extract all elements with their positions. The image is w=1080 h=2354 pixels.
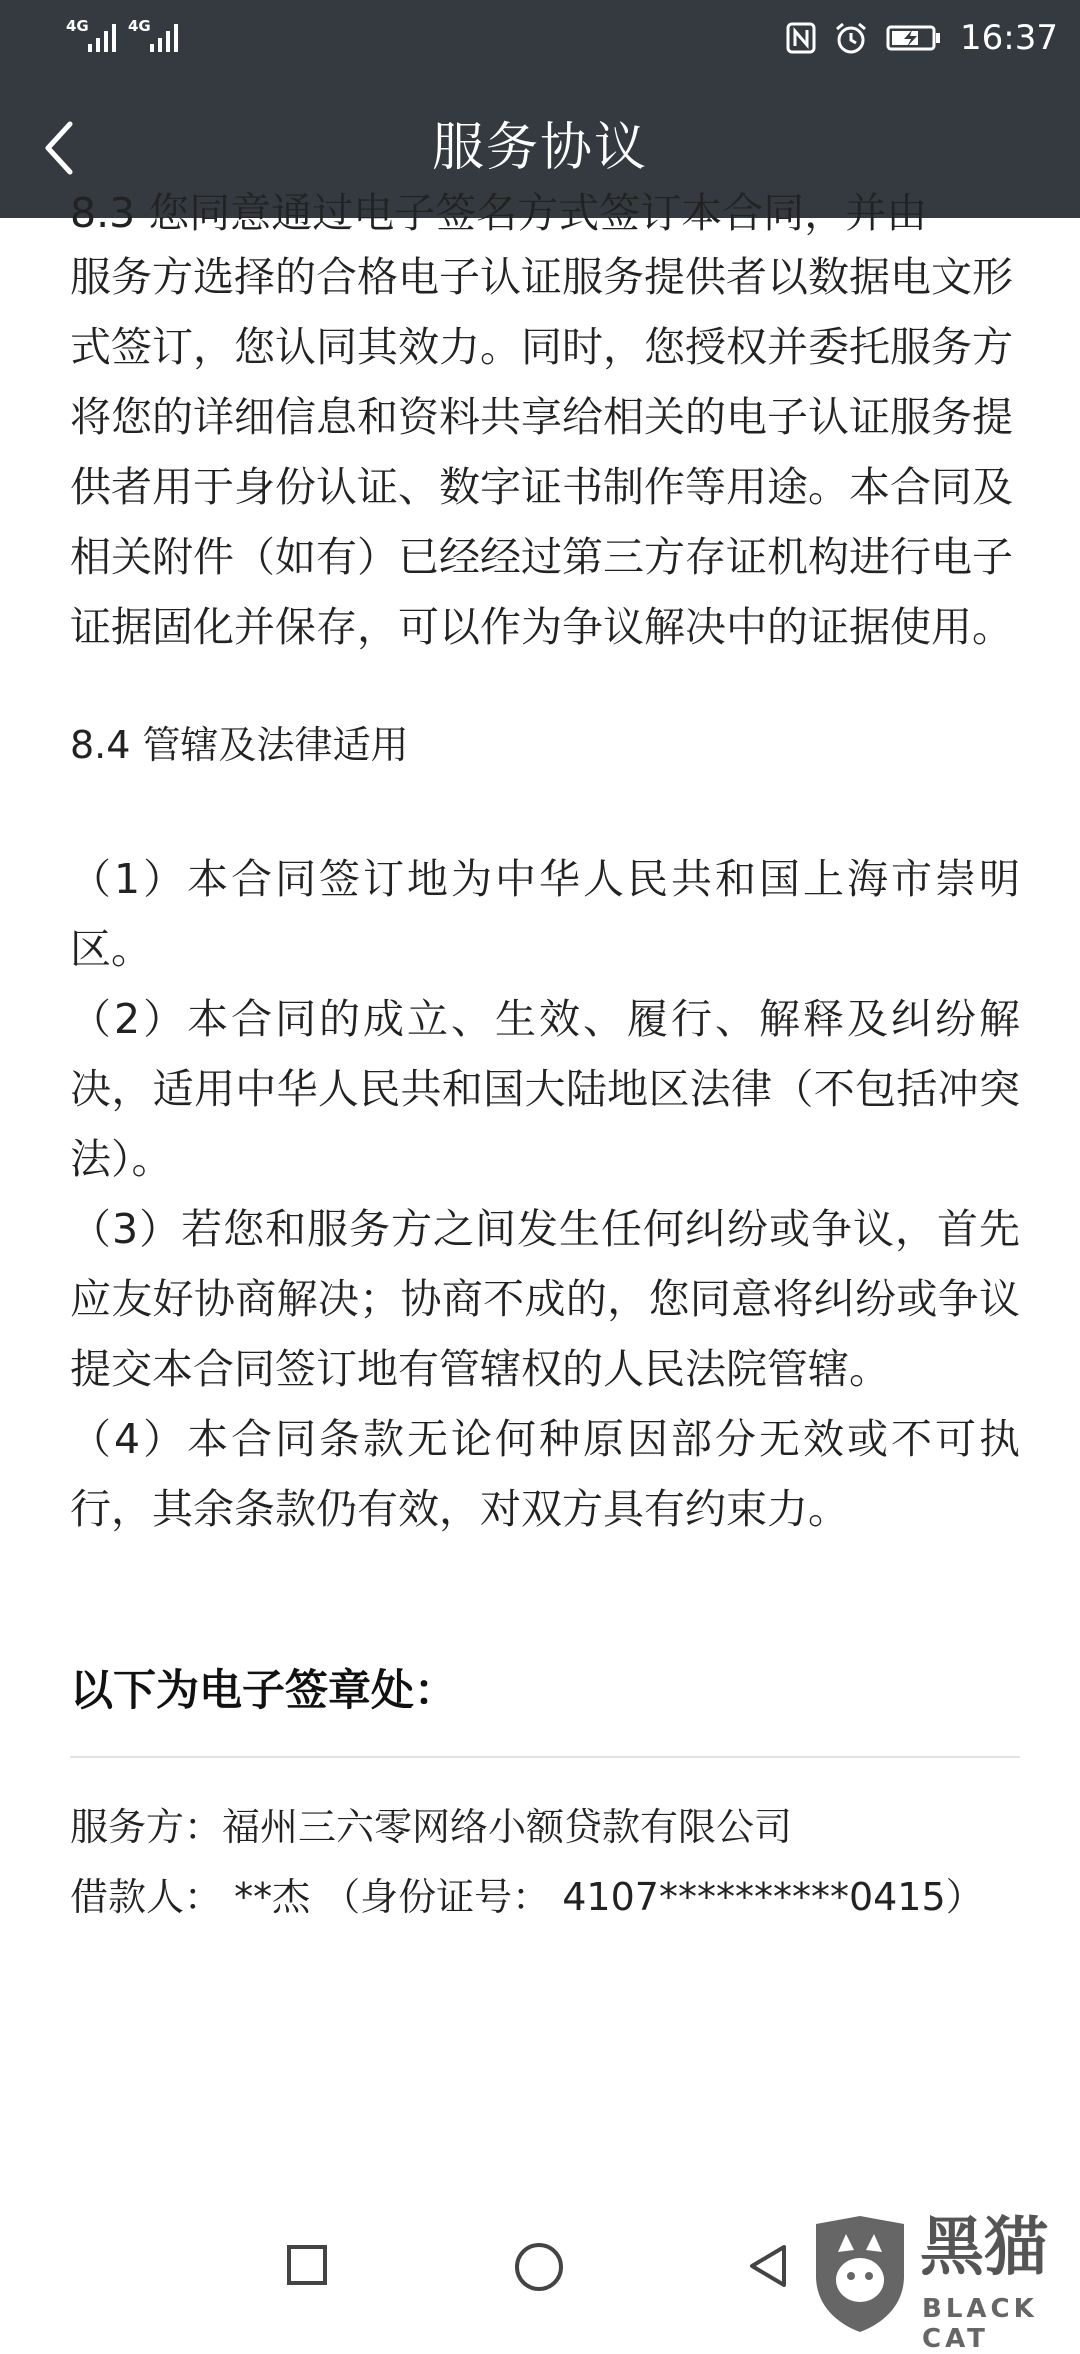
clause-3: （3）若您和服务方之间发生任何纠纷或争议，首先应友好协商解决；协商不成的，您同意将纠纷或争议提交本合同签订地有管辖权的人民法院管辖。 bbox=[70, 1205, 1020, 1393]
clause-4: （4）本合同条款无论何种原因部分无效或不可执行，其余条款仍有效，对双方具有约束力。 bbox=[70, 1415, 1020, 1533]
page-title: 服务协议 bbox=[431, 118, 648, 178]
cut-off-line bbox=[70, 189, 1020, 242]
battery-charging-icon bbox=[886, 24, 942, 52]
paragraph-line: 将您的详细信息和资料共享给相关的电子认证服务提 bbox=[70, 393, 1013, 441]
signal-strength-icon bbox=[150, 24, 178, 52]
black-cat-watermark bbox=[808, 2200, 1080, 2354]
paragraph-line: 供者用于身份认证、数字证书制作等用途。本合同及 bbox=[70, 463, 1013, 511]
clause-1: （1）本合同签订地为中华人民共和国上海市崇明区。 bbox=[70, 855, 1020, 973]
paragraph-line: 相关附件（如有）已经经过第三方存证机构进行电子 bbox=[70, 533, 1013, 581]
borrower-info: 借款人： **杰 （身份证号： 4107**********0415） bbox=[70, 1875, 984, 1919]
signal-group-1 bbox=[66, 18, 120, 54]
paragraph-block bbox=[70, 242, 1020, 662]
signal-strength-icon bbox=[88, 24, 116, 52]
alarm-icon bbox=[834, 21, 868, 55]
watermark-brand: 黑猫 bbox=[920, 2211, 1048, 2285]
home-icon[interactable] bbox=[515, 2243, 563, 2291]
status-right bbox=[786, 16, 1058, 60]
paragraph-line: 证据固化并保存，可以作为争议解决中的证据使用。 bbox=[70, 603, 1013, 651]
signal-label-1: 4G bbox=[66, 17, 89, 35]
recent-apps-icon[interactable] bbox=[287, 2245, 327, 2285]
clause-2: （2）本合同的成立、生效、履行、解释及纠纷解决，适用中华人民共和国大陆地区法律（不包括冲突法）。 bbox=[70, 995, 1020, 1183]
status-time: 16:37 bbox=[960, 18, 1058, 58]
signature-section-title: 以下为电子签章处： bbox=[70, 1666, 457, 1716]
nfc-icon bbox=[786, 22, 816, 54]
watermark-sub: BLACK CAT bbox=[922, 2294, 1038, 2354]
paragraph-line: 式签订，您认同其效力。同时，您授权并委托服务方 bbox=[70, 323, 1013, 371]
signal-group-2 bbox=[128, 18, 182, 54]
service-party: 服务方：福州三六零网络小额贷款有限公司 bbox=[70, 1805, 793, 1849]
cat-shield-logo-icon bbox=[808, 2214, 912, 2334]
divider bbox=[70, 1756, 1020, 1758]
section-title: 8.4 管辖及法律适用 bbox=[70, 723, 409, 767]
status-bar bbox=[0, 0, 1080, 76]
cut-off-text: 8.3 您同意通过电子签名方式签订本合同，并由 bbox=[70, 189, 928, 237]
agreement-content bbox=[70, 189, 1020, 1932]
paragraph-line: 服务方选择的合格电子认证服务提供者以数据电文形 bbox=[70, 253, 1013, 301]
back-icon[interactable] bbox=[746, 2242, 790, 2290]
signal-label-2: 4G bbox=[128, 17, 151, 35]
